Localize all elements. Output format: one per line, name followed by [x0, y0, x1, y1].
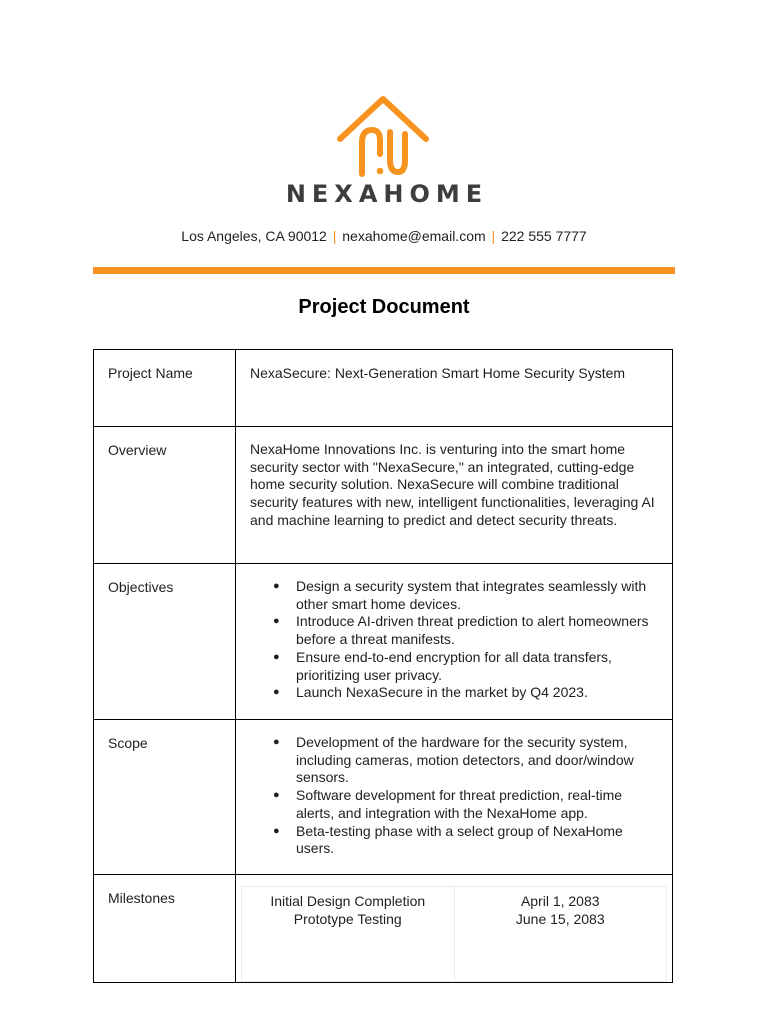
milestones-table: [241, 886, 667, 982]
project-table: [93, 349, 673, 983]
list-item: ● Beta-testing phase with a select group of NexaHome users.: [296, 823, 658, 858]
row-label: Milestones: [108, 890, 175, 906]
row-project-name: [94, 350, 673, 427]
row-overview: [94, 427, 673, 564]
list-item: ● Introduce AI-driven threat prediction to alert homeowners before a threat manifests.: [296, 613, 658, 648]
row-label: Objectives: [108, 579, 174, 595]
list-item: ● Development of the hardware for the security system, including cameras, motion detectors, and door/window sensors.: [296, 734, 658, 787]
milestone-date: April 1, 2083: [520, 893, 600, 909]
list-item: ● Launch NexaSecure in the market by Q4 2023.: [296, 684, 658, 702]
row-label: Project Name: [108, 365, 193, 381]
contact-separator: |: [491, 228, 496, 244]
contact-email: nexahome@email.com: [342, 228, 486, 244]
row-objectives: [94, 564, 673, 720]
contact-phone: 222 555 7777: [501, 228, 587, 244]
table-row: [242, 887, 667, 982]
milestone-name: Initial Design Completion: [270, 893, 426, 909]
milestone-date: June 15, 2083: [515, 910, 605, 927]
project-name-value: NexaSecure: Next-Generation Smart Home Security System: [250, 365, 626, 381]
scope-list: [250, 734, 658, 858]
contact-line: [0, 228, 768, 244]
brand-name: NEXAHOME: [285, 180, 489, 208]
header-divider: [93, 267, 675, 274]
row-scope: [94, 720, 673, 875]
milestone-name: Prototype Testing: [293, 910, 402, 927]
row-label: Scope: [108, 735, 148, 751]
row-milestones: [94, 875, 673, 983]
row-label: Overview: [108, 442, 167, 458]
objectives-list: [250, 578, 658, 702]
house-logo-icon: [334, 92, 434, 178]
list-item: ● Ensure end-to-end encryption for all data transfers, prioritizing user privacy.: [296, 649, 658, 684]
contact-address: Los Angeles, CA 90012: [181, 228, 327, 244]
contact-separator: |: [332, 228, 337, 244]
page-title: Project Document: [298, 296, 470, 318]
list-item: ● Software development for threat prediction, real-time alerts, and integration with the NexaHome app.: [296, 787, 658, 822]
overview-value: NexaHome Innovations Inc. is venturing into the smart home security sector with "NexaSecure," an integrated, cutting-edge home security solution. NexaSecure will combine traditional security features with new, intelligent functionalities, leveraging AI and machine learning to predict and detect security threats.: [250, 441, 655, 528]
list-item: ● Design a security system that integrates seamlessly with other smart home devices.: [296, 578, 658, 613]
